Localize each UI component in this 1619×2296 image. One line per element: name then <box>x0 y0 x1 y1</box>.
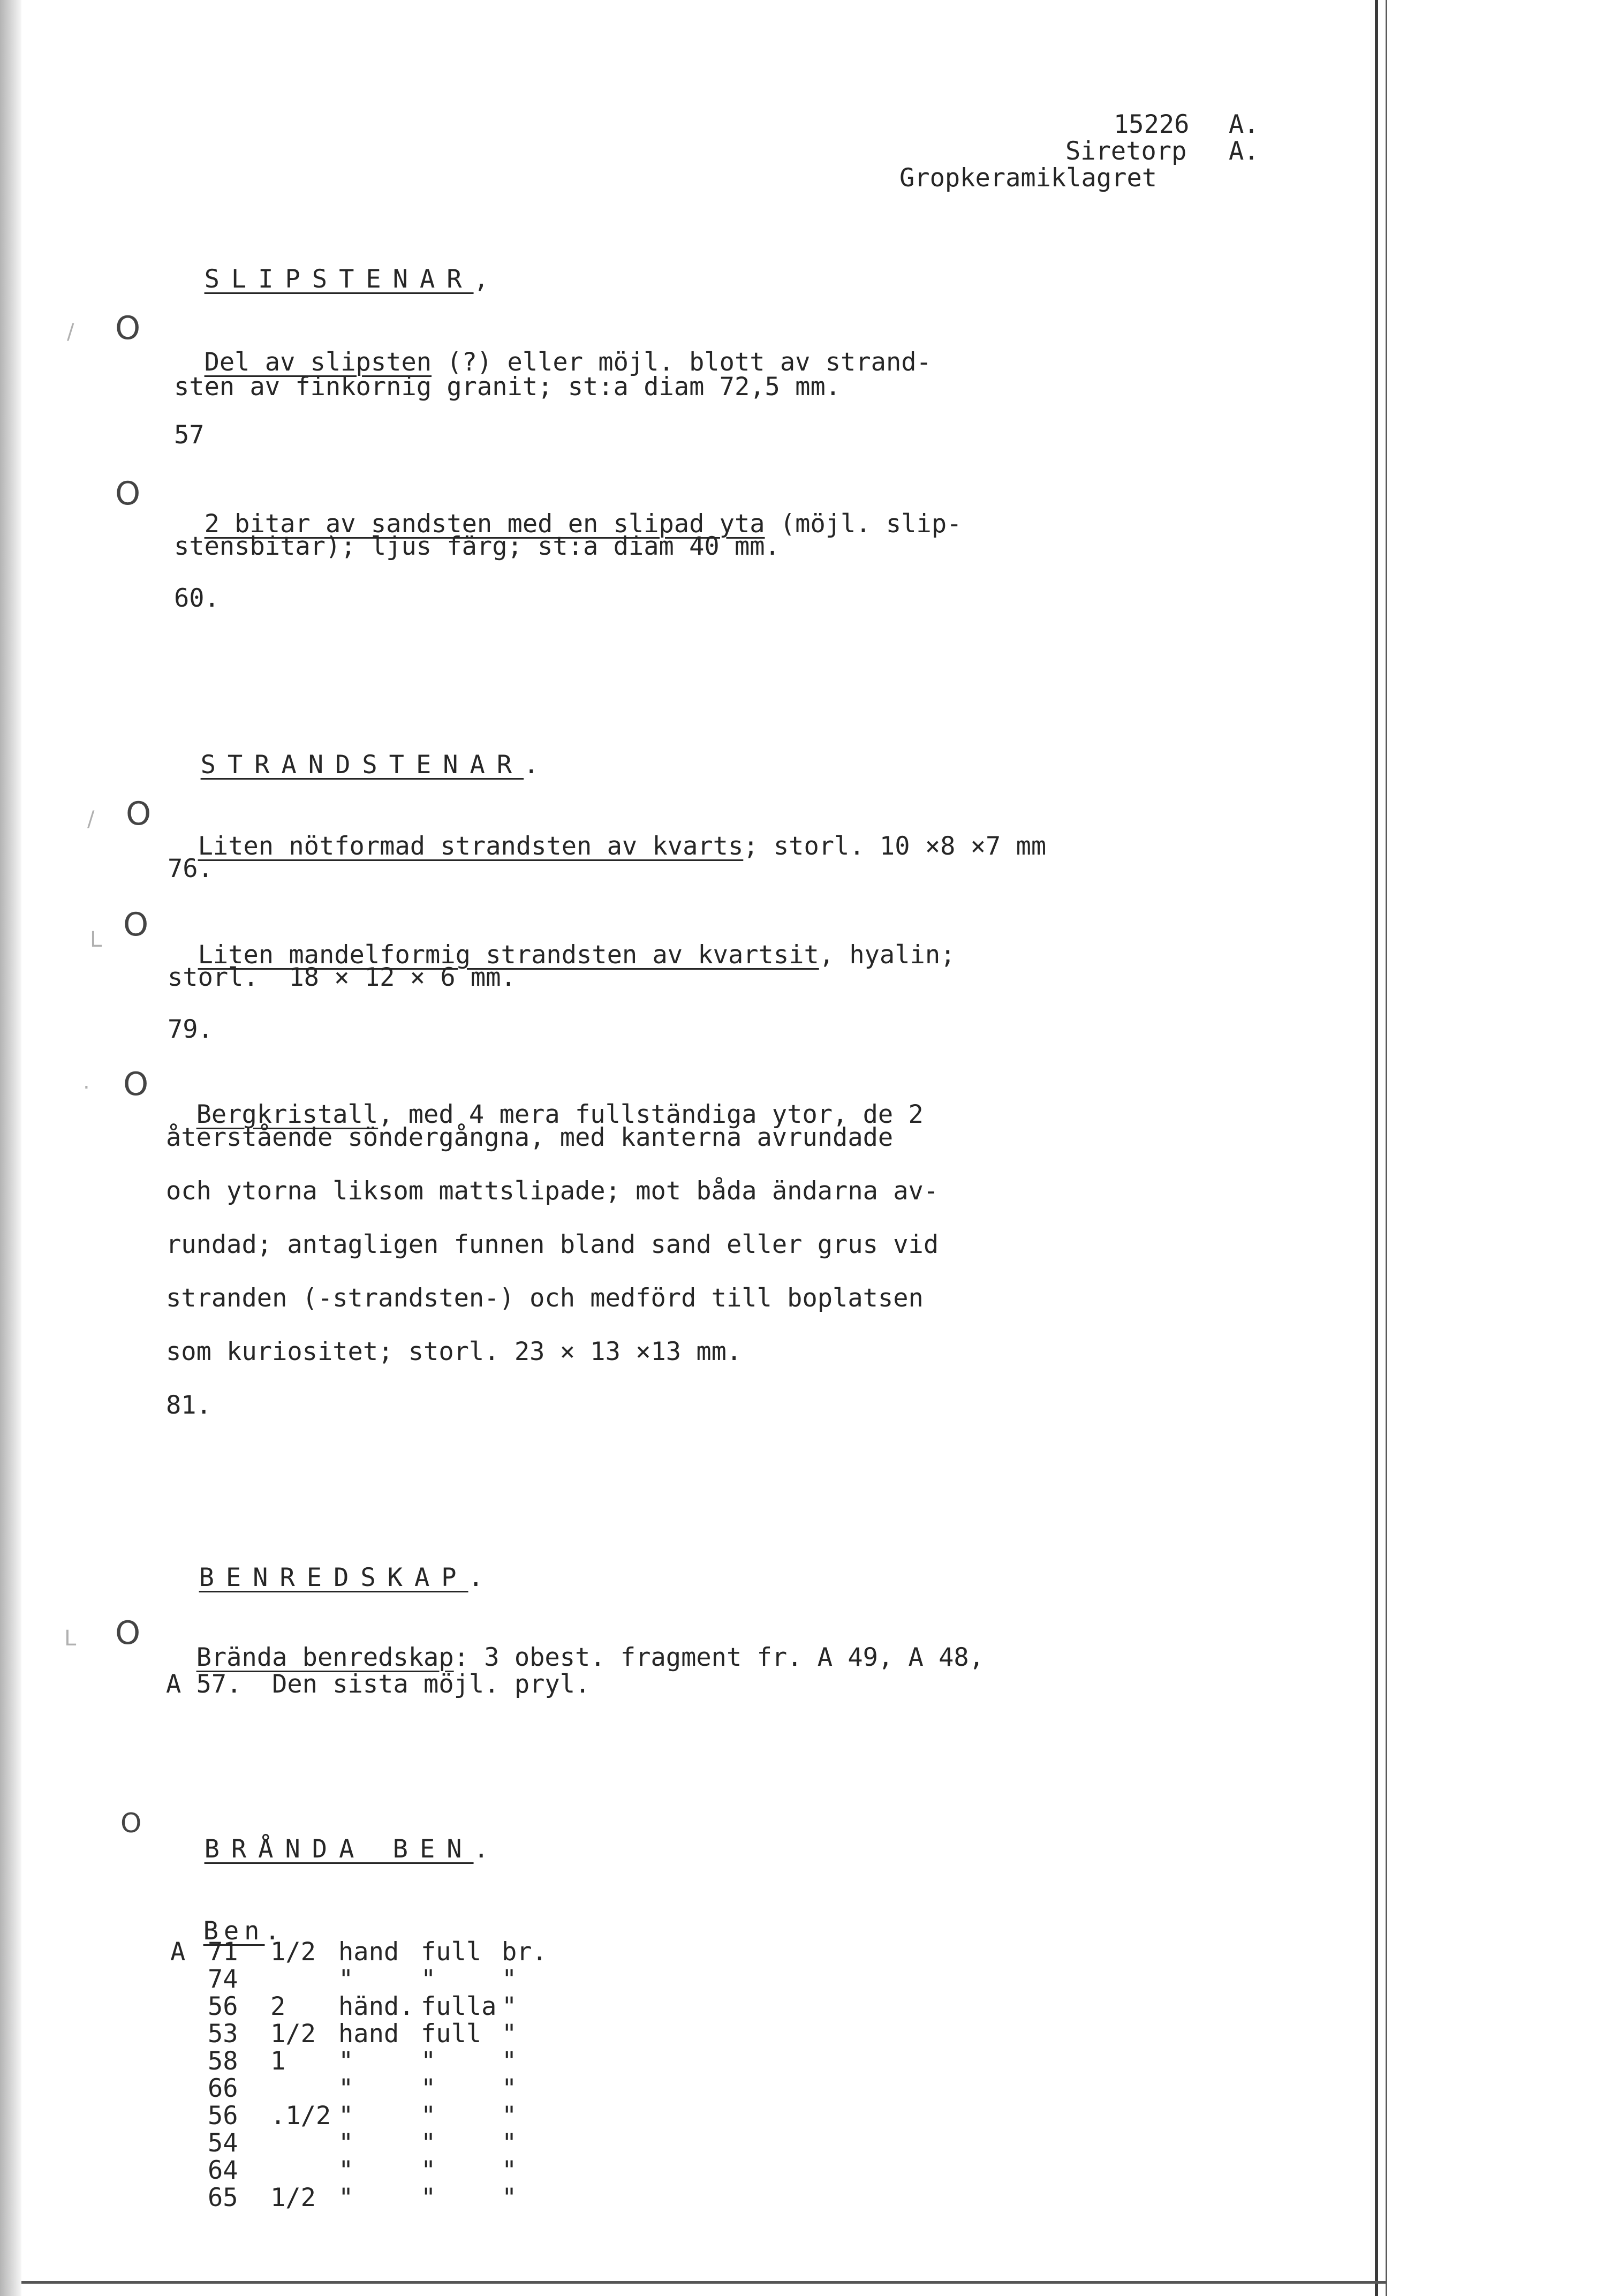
slipsten-item-1-line-2: sten av finkornig granit; st:a diam 72,5 mm. <box>174 372 841 402</box>
table-cell-measure: " <box>421 2183 436 2212</box>
table-cell-note: " <box>502 2183 517 2212</box>
subheading-text: Ben <box>203 1916 265 1946</box>
table-cell-measure: " <box>421 2156 436 2185</box>
handwritten-circle-mark: O <box>123 1066 149 1103</box>
slipsten-item-1-line-1 <box>174 318 932 377</box>
table-cell-num: 54 <box>208 2128 238 2158</box>
table-cell-unit: händ. <box>338 1992 414 2021</box>
table-cell-num: 58 <box>208 2046 238 2076</box>
slipsten-item-2-line-1 <box>174 479 962 539</box>
table-cell-note: br. <box>502 1937 547 1967</box>
table-prefix: A <box>170 1937 186 1967</box>
table-cell-num: 53 <box>208 2019 238 2049</box>
subheading-punct: . <box>264 1916 280 1946</box>
table-cell-note: " <box>502 1965 517 1994</box>
handwritten-circle-mark: O <box>115 475 141 512</box>
table-cell-note: " <box>502 2156 517 2185</box>
handwritten-circle-mark: O <box>126 795 152 833</box>
table-cell-measure: full <box>421 1937 482 1967</box>
strandsten-item-3-ref: 81. <box>166 1391 211 1420</box>
strandsten-item-1-ref: 76. <box>168 854 213 883</box>
catalogue-suffix-1: A. <box>1229 110 1259 139</box>
table-cell-amount: 1 <box>270 2046 286 2076</box>
table-cell-measure: " <box>421 1965 436 1994</box>
table-cell-unit: " <box>338 2101 354 2131</box>
table-cell-num: 64 <box>208 2156 238 2185</box>
table-cell-measure: fulla <box>421 1992 497 2021</box>
table-cell-amount: 1/2 <box>270 2019 316 2049</box>
section-heading-slipstenar <box>174 235 489 294</box>
table-cell-measure: " <box>421 2128 436 2158</box>
item-lead: Del av slipsten <box>204 348 432 377</box>
item-text: (möjl. slip- <box>765 509 962 539</box>
section-heading-text: STRANDSTENAR <box>200 750 524 780</box>
item-text: : 3 obest. fragment fr. A 49, A 48, <box>453 1643 985 1672</box>
table-cell-num: 56 <box>208 1992 238 2021</box>
strandsten-item-2-ref: 79. <box>168 1015 213 1044</box>
item-lead: 2 bitar av sandsten med en slipad yta <box>204 509 765 539</box>
table-cell-unit: hand <box>338 2019 399 2049</box>
section-heading-punct: , <box>473 265 489 294</box>
strandsten-item-2-line-1 <box>168 910 955 970</box>
item-lead: Liten nötformad strandsten av kvarts <box>198 832 744 861</box>
item-text: , hyalin; <box>819 940 956 970</box>
table-cell-amount: .1/2 <box>270 2101 331 2131</box>
site-name: Siretorp <box>1065 137 1187 166</box>
section-heading-benredskap <box>169 1533 483 1593</box>
strandsten-item-2-line-2: storl. 18 × 12 × 6 mm. <box>168 963 516 992</box>
table-cell-note: " <box>502 2128 517 2158</box>
page-edge-line <box>1375 0 1378 2296</box>
section-heading-punct: . <box>473 1834 489 1864</box>
table-cell-measure: " <box>421 2046 436 2076</box>
table-cell-unit: " <box>338 2183 354 2212</box>
right-margin <box>1387 0 1619 2296</box>
table-cell-unit: " <box>338 2074 354 2103</box>
handwritten-circle-mark: O <box>115 1614 141 1652</box>
table-cell-note: " <box>502 1992 517 2021</box>
table-cell-num: 74 <box>208 1965 238 1994</box>
table-cell-num: 71 <box>208 1937 238 1967</box>
item-lead: Liten mandelformig strandsten av kvartsit <box>198 940 819 970</box>
handwritten-circle-mark: O <box>115 309 141 347</box>
table-cell-note: " <box>502 2019 517 2049</box>
slipsten-item-1-ref: 57 <box>174 420 205 450</box>
table-cell-note: " <box>502 2101 517 2131</box>
table-cell-amount: 1/2 <box>270 2183 316 2212</box>
section-heading-strandstenar <box>170 720 539 780</box>
handwritten-dot-mark: . <box>83 1069 90 1094</box>
binding-shadow <box>0 0 21 2296</box>
handwritten-circle-mark: O <box>123 906 149 943</box>
table-cell-measure: " <box>421 2101 436 2131</box>
table-cell-unit: hand <box>338 1937 399 1967</box>
table-cell-num: 66 <box>208 2074 238 2103</box>
table-cell-amount: 1/2 <box>270 1937 316 1967</box>
handwritten-tick-mark: / <box>87 807 95 832</box>
item-lead: Brända benredskap <box>196 1643 454 1672</box>
item-text: ; storl. 10 ×8 ×7 mm <box>743 832 1047 861</box>
handwritten-hook-mark: L <box>64 1626 77 1651</box>
catalogue-number: 15226 <box>1114 110 1190 139</box>
table-cell-num: 65 <box>208 2183 238 2212</box>
table-cell-unit: " <box>338 2128 354 2158</box>
handwritten-tick-mark: / <box>67 320 74 344</box>
table-cell-num: 56 <box>208 2101 238 2131</box>
section-heading-punct: . <box>468 1563 483 1592</box>
benredskap-item-1-line-1 <box>166 1613 984 1673</box>
section-heading-branda-ben <box>174 1804 489 1864</box>
strandsten-item-3-line-5: stranden (-strandsten-) och medförd till boplatsen <box>166 1283 924 1313</box>
section-heading-text: BENREDSKAP <box>199 1563 468 1592</box>
item-lead: Bergkristall <box>196 1100 379 1129</box>
table-cell-note: " <box>502 2046 517 2076</box>
site-suffix-2: A. <box>1229 137 1259 166</box>
strandsten-item-3-line-2: återstående söndergångna, med kanterna avrundade <box>166 1123 894 1152</box>
slipsten-item-2-line-2: stensbitar); ljus färg; st:a diam 40 mm. <box>174 532 780 561</box>
section-heading-text: SLIPSTENAR <box>204 265 474 294</box>
page-bottom-edge <box>21 2281 1386 2284</box>
strandsten-item-3-line-4: rundad; antagligen funnen bland sand eller grus vid <box>166 1230 939 1259</box>
strandsten-item-3-line-1 <box>166 1070 924 1130</box>
table-cell-unit: " <box>338 2156 354 2185</box>
strandsten-item-3-line-6: som kuriositet; storl. 23 × 13 ×13 mm. <box>166 1337 742 1366</box>
strandsten-item-3-line-3: och ytorna liksom mattslipade; mot båda ändarna av- <box>166 1176 939 1206</box>
section-heading-text: BRÅNDA BEN <box>204 1834 474 1864</box>
item-text: (?) eller möjl. blott av strand- <box>432 348 932 377</box>
benredskap-item-1-line-2: A 57. Den sista möjl. pryl. <box>166 1670 591 1699</box>
table-cell-note: " <box>502 2074 517 2103</box>
handwritten-circle-mark: O <box>120 1808 142 1839</box>
strandsten-item-1-line-1 <box>168 802 1046 862</box>
table-cell-unit: " <box>338 2046 354 2076</box>
table-cell-measure: " <box>421 2074 436 2103</box>
item-text: , med 4 mera fullständiga ytor, de 2 <box>378 1100 924 1129</box>
table-cell-measure: full <box>421 2019 482 2049</box>
section-heading-punct: . <box>524 750 539 780</box>
layer-name: Gropkeramiklagret <box>899 163 1157 193</box>
handwritten-hook-mark: L <box>90 927 102 952</box>
table-cell-unit: " <box>338 1965 354 1994</box>
table-cell-amount: 2 <box>270 1992 286 2021</box>
slipsten-item-2-ref: 60. <box>174 584 220 613</box>
